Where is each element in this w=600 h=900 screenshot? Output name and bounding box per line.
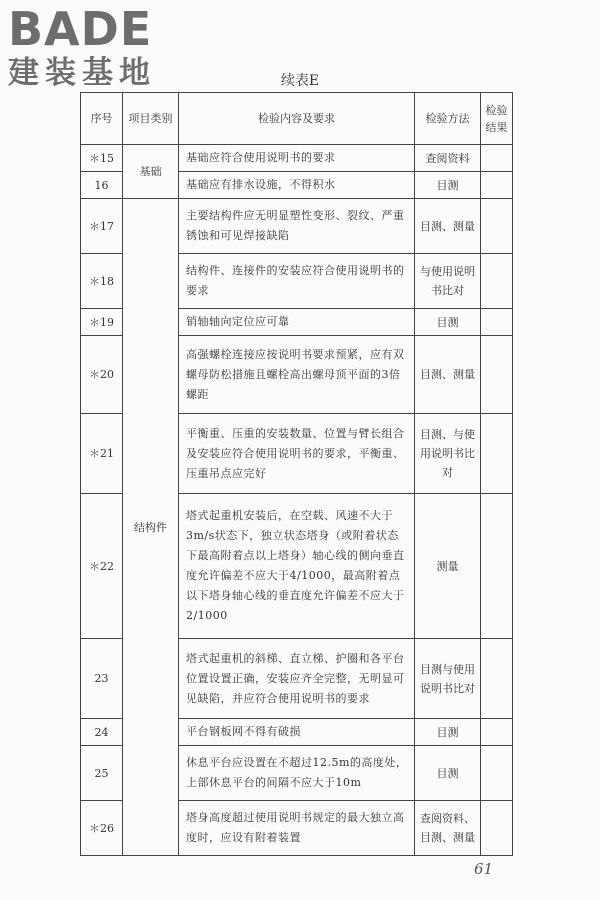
row-method: 查阅资料 xyxy=(415,145,481,172)
logo-wordmark: BADE xyxy=(8,2,153,56)
row-method: 目测、测量 xyxy=(415,336,481,414)
row-seq: 24 xyxy=(81,719,123,746)
row-method: 查阅资料、目测、测量 xyxy=(415,801,481,856)
header-category: 项目类别 xyxy=(123,93,179,145)
row-method: 测量 xyxy=(415,494,481,639)
row-result xyxy=(481,336,513,414)
header-method: 检验方法 xyxy=(415,93,481,145)
row-result xyxy=(481,746,513,801)
row-content: 基础应符合使用说明书的要求 xyxy=(179,145,415,172)
row-result xyxy=(481,254,513,309)
row-result xyxy=(481,172,513,199)
row-seq: ＊20 xyxy=(81,336,123,414)
row-seq: 16 xyxy=(81,172,123,199)
header-result: 检验结果 xyxy=(481,93,513,145)
table-row xyxy=(81,199,513,254)
row-method: 目测 xyxy=(415,172,481,199)
inspection-table xyxy=(80,92,513,856)
row-content: 高强螺栓连接应按说明书要求预紧，应有双螺母防松措施且螺栓高出螺母顶平面的3倍螺距 xyxy=(179,336,415,414)
row-seq: ＊19 xyxy=(81,309,123,336)
table-title: 续表E xyxy=(280,73,320,89)
page-number: 61 xyxy=(474,860,494,878)
row-result xyxy=(481,639,513,719)
row-content: 塔式起重机的斜梯、直立梯、护圈和各平台位置设置正确，安装应齐全完整，无明显可见缺陷，并应符合使用说明书的要求 xyxy=(179,639,415,719)
row-content: 塔式起重机安装后，在空载、风速不大于3m/s状态下，独立状态塔身（或附着状态下最高附着点以上塔身）轴心线的侧向垂直度允许偏差不应大于4/1000，最高附着点以下塔身轴心线的垂直度允许偏差不应大于2/1000 xyxy=(179,494,415,639)
row-method: 目测、与使用说明书比对 xyxy=(415,414,481,494)
row-content: 平台钢板网不得有破损 xyxy=(179,719,415,746)
row-seq: 25 xyxy=(81,746,123,801)
header-content: 检验内容及要求 xyxy=(179,93,415,145)
table-row xyxy=(81,145,513,172)
header-seq: 序号 xyxy=(81,93,123,145)
row-result xyxy=(481,145,513,172)
row-result xyxy=(481,199,513,254)
row-method: 目测 xyxy=(415,309,481,336)
row-method: 目测、测量 xyxy=(415,199,481,254)
row-result xyxy=(481,309,513,336)
row-seq: 23 xyxy=(81,639,123,719)
row-result xyxy=(481,414,513,494)
row-seq: ＊21 xyxy=(81,414,123,494)
table-header-row xyxy=(81,93,513,145)
row-seq: ＊17 xyxy=(81,199,123,254)
row-content: 塔身高度超过使用说明书规定的最大独立高度时，应设有附着装置 xyxy=(179,801,415,856)
row-method: 目测与使用说明书比对 xyxy=(415,639,481,719)
category-cell: 基础 xyxy=(123,145,179,199)
row-content: 基础应有排水设施，不得积水 xyxy=(179,172,415,199)
row-content: 结构件、连接件的安装应符合使用说明书的要求 xyxy=(179,254,415,309)
row-content: 休息平台应设置在不超过12.5m的高度处，上部休息平台的间隔不应大于10m xyxy=(179,746,415,801)
row-seq: ＊18 xyxy=(81,254,123,309)
row-content: 主要结构件应无明显塑性变形、裂纹、严重锈蚀和可见焊接缺陷 xyxy=(179,199,415,254)
row-seq: ＊26 xyxy=(81,801,123,856)
row-method: 目测 xyxy=(415,746,481,801)
row-result xyxy=(481,801,513,856)
row-method: 与使用说明书比对 xyxy=(415,254,481,309)
row-content: 平衡重、压重的安装数量、位置与臂长组合及安装应符合使用说明书的要求，平衡重、压重吊点应完好 xyxy=(179,414,415,494)
row-result xyxy=(481,494,513,639)
row-seq: ＊15 xyxy=(81,145,123,172)
category-cell: 结构件 xyxy=(123,199,179,856)
row-result xyxy=(481,719,513,746)
row-method: 目测 xyxy=(415,719,481,746)
logo-subtitle: 建装基地 xyxy=(8,55,156,91)
row-seq: ＊22 xyxy=(81,494,123,639)
row-content: 销轴轴向定位应可靠 xyxy=(179,309,415,336)
